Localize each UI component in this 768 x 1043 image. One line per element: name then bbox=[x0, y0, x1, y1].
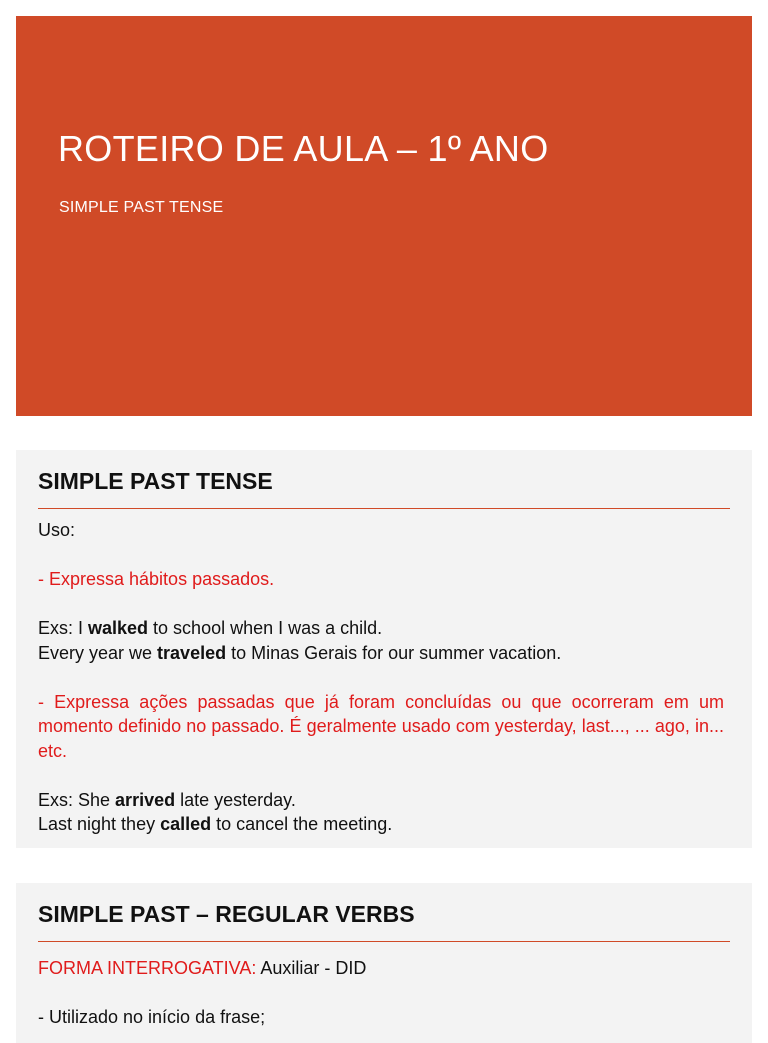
slide-heading: SIMPLE PAST – REGULAR VERBS bbox=[38, 901, 415, 927]
form-line bbox=[38, 956, 724, 981]
form-label: FORMA INTERROGATIVA: bbox=[38, 958, 257, 978]
title-slide bbox=[16, 16, 752, 416]
regular-verbs-slide bbox=[16, 883, 752, 1043]
heading-divider bbox=[38, 941, 730, 942]
uso-label: Uso: bbox=[38, 520, 76, 540]
slide-body bbox=[38, 956, 724, 1030]
bullet-completed-actions: - Expressa ações passadas que já foram concluídas ou que ocorreram em um momento definido no passado. É geralmente usado com yesterday, last..., ... ago, in... etc. bbox=[38, 691, 724, 761]
usage-line: - Utilizado no início da frase; bbox=[38, 1007, 266, 1027]
simple-past-slide bbox=[16, 450, 752, 848]
slide-heading: SIMPLE PAST TENSE bbox=[38, 468, 273, 494]
slide-title: ROTEIRO DE AULA – 1º ANO bbox=[58, 128, 549, 169]
form-value: Auxiliar - DID bbox=[256, 958, 367, 978]
bullet-habits: - Expressa hábitos passados. bbox=[38, 569, 275, 589]
heading-divider bbox=[38, 508, 730, 509]
example-line-4: Last night they called to cancel the meeting. bbox=[38, 814, 393, 834]
slide-subtitle: SIMPLE PAST TENSE bbox=[59, 199, 224, 216]
example-line-2: Every year we traveled to Minas Gerais for our summer vacation. bbox=[38, 642, 562, 663]
example-line-1: Exs: I walked to school when I was a child. bbox=[38, 618, 383, 638]
slide-body bbox=[38, 518, 724, 837]
example-line-3: Exs: She arrived late yesterday. bbox=[38, 789, 296, 810]
